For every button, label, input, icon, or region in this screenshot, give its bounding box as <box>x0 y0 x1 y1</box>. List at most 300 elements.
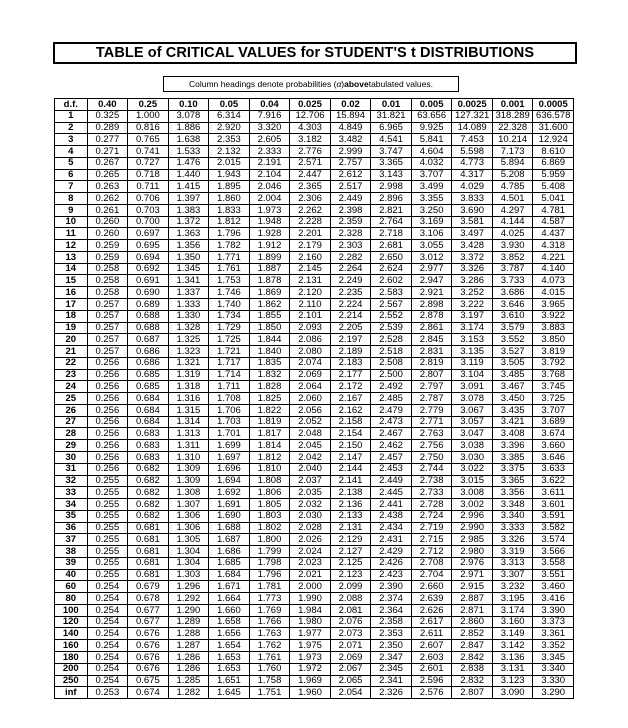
critical-value-cell: 2.144 <box>330 463 371 475</box>
table-row <box>55 499 574 511</box>
critical-value-cell: 3.396 <box>492 440 533 452</box>
critical-value-cell: 2.125 <box>330 557 371 569</box>
critical-value-cell: 1.973 <box>249 204 290 216</box>
critical-value-cell: 1.356 <box>168 240 209 252</box>
critical-value-cell: 1.817 <box>249 428 290 440</box>
critical-value-cell: 3.450 <box>492 393 533 405</box>
critical-value-cell: 2.990 <box>452 522 493 534</box>
critical-value-cell: 2.133 <box>330 510 371 522</box>
critical-value-cell: 4.303 <box>290 122 331 134</box>
critical-value-cell: 3.356 <box>492 487 533 499</box>
critical-value-cell: 2.431 <box>371 534 412 546</box>
df-cell: 36 <box>55 522 88 534</box>
critical-value-cell: 0.683 <box>128 440 169 452</box>
critical-value-cell: 2.132 <box>209 146 250 158</box>
critical-value-cell: 0.255 <box>87 487 128 499</box>
critical-value-cell: 3.850 <box>533 334 574 346</box>
table-row <box>55 487 574 499</box>
critical-value-cell: 1.660 <box>209 604 250 616</box>
critical-value-cell: 2.518 <box>371 346 412 358</box>
table-row <box>55 604 574 616</box>
critical-value-cell: 2.861 <box>411 322 452 334</box>
critical-value-cell: 3.883 <box>533 322 574 334</box>
critical-value-cell: 0.688 <box>128 322 169 334</box>
critical-value-cell: 0.687 <box>128 334 169 346</box>
critical-value-cell: 3.030 <box>452 451 493 463</box>
critical-value-cell: 1.977 <box>290 628 331 640</box>
critical-value-cell: 0.678 <box>128 593 169 605</box>
critical-value-cell: 1.972 <box>290 663 331 675</box>
critical-value-cell: 4.437 <box>533 228 574 240</box>
critical-value-cell: 2.728 <box>411 499 452 511</box>
critical-value-cell: 1.761 <box>209 263 250 275</box>
critical-value-cell: 2.517 <box>330 181 371 193</box>
critical-value-cell: 3.091 <box>452 381 493 393</box>
critical-value-cell: 2.462 <box>371 440 412 452</box>
critical-value-cell: 2.131 <box>330 522 371 534</box>
critical-value-cell: 2.076 <box>330 616 371 628</box>
critical-value-cell: 2.015 <box>209 157 250 169</box>
critical-value-cell: 1.806 <box>249 487 290 499</box>
critical-value-cell: 2.086 <box>290 334 331 346</box>
critical-value-cell: 3.690 <box>452 204 493 216</box>
critical-value-cell: 2.235 <box>330 287 371 299</box>
critical-value-cell: 2.660 <box>411 581 452 593</box>
critical-value-cell: 1.773 <box>249 593 290 605</box>
critical-value-cell: 63.656 <box>411 110 452 122</box>
critical-value-cell: 3.485 <box>492 369 533 381</box>
critical-value-cell: 1.638 <box>168 134 209 146</box>
critical-value-cell: 1.912 <box>249 240 290 252</box>
critical-value-cell: 5.894 <box>492 157 533 169</box>
critical-value-cell: 2.878 <box>411 310 452 322</box>
critical-value-cell: 3.340 <box>492 510 533 522</box>
critical-value-cell: 1.844 <box>249 334 290 346</box>
critical-value-cell: 2.552 <box>371 310 412 322</box>
critical-value-cell: 3.174 <box>452 322 493 334</box>
critical-value-cell: 2.353 <box>209 134 250 146</box>
critical-value-cell: 1.706 <box>209 404 250 416</box>
critical-value-cell: 0.277 <box>87 134 128 146</box>
critical-value-cell: 2.081 <box>330 604 371 616</box>
critical-value-cell: 1.337 <box>168 287 209 299</box>
critical-value-cell: 9.925 <box>411 122 452 134</box>
critical-value-cell: 2.088 <box>330 593 371 605</box>
critical-value-cell: 2.860 <box>452 616 493 628</box>
critical-value-cell: 2.479 <box>371 404 412 416</box>
critical-value-cell: 0.253 <box>87 687 128 699</box>
critical-value-cell: 0.681 <box>128 534 169 546</box>
critical-value-cell: 4.541 <box>371 134 412 146</box>
critical-value-cell: 1.372 <box>168 216 209 228</box>
critical-value-cell: 2.104 <box>249 169 290 181</box>
critical-value-cell: 2.434 <box>371 522 412 534</box>
table-row <box>55 393 574 405</box>
critical-value-cell: 0.261 <box>87 204 128 216</box>
critical-value-cell: 1.319 <box>168 369 209 381</box>
critical-value-cell: 2.365 <box>290 181 331 193</box>
critical-value-cell: 0.256 <box>87 381 128 393</box>
critical-value-cell: 3.123 <box>492 675 533 687</box>
df-cell: 9 <box>55 204 88 216</box>
df-cell: 4 <box>55 146 88 158</box>
critical-value-cell: 1.321 <box>168 357 209 369</box>
df-cell: 22 <box>55 357 88 369</box>
critical-value-cell: 3.792 <box>533 357 574 369</box>
critical-value-cell: 1.751 <box>249 687 290 699</box>
critical-value-cell: 3.930 <box>492 240 533 252</box>
critical-value-cell: 3.601 <box>533 499 574 511</box>
critical-value-cell: 1.943 <box>209 169 250 181</box>
critical-value-cell: 2.341 <box>371 675 412 687</box>
critical-value-cell: 2.807 <box>452 687 493 699</box>
table-row <box>55 146 574 158</box>
df-cell: 23 <box>55 369 88 381</box>
critical-value-cell: 1.000 <box>128 110 169 122</box>
critical-value-cell: 3.581 <box>452 216 493 228</box>
critical-value-cell: 3.558 <box>533 557 574 569</box>
critical-value-cell: 4.317 <box>452 169 493 181</box>
critical-value-cell: 2.129 <box>330 534 371 546</box>
critical-value-cell: 0.257 <box>87 299 128 311</box>
critical-value-cell: 2.080 <box>290 346 331 358</box>
critical-value-cell: 2.999 <box>330 146 371 158</box>
critical-value-cell: 2.191 <box>249 157 290 169</box>
critical-value-cell: 2.060 <box>290 393 331 405</box>
table-row <box>55 593 574 605</box>
critical-value-cell: 2.971 <box>452 569 493 581</box>
critical-value-cell: 1.309 <box>168 463 209 475</box>
critical-value-cell: 0.676 <box>128 663 169 675</box>
critical-value-cell: 0.697 <box>128 228 169 240</box>
critical-value-cell: 1.960 <box>290 687 331 699</box>
critical-value-cell: 3.660 <box>533 440 574 452</box>
critical-value-cell: 3.497 <box>452 228 493 240</box>
critical-value-cell: 3.408 <box>492 428 533 440</box>
critical-value-cell: 2.898 <box>411 299 452 311</box>
critical-value-cell: 2.776 <box>290 146 331 158</box>
critical-value-cell: 2.110 <box>290 299 331 311</box>
critical-value-cell: 3.038 <box>452 440 493 452</box>
critical-value-cell: 1.753 <box>209 275 250 287</box>
table-title-text: TABLE of CRITICAL VALUES for STUDENT'S t DISTRIBUTIONS <box>95 45 535 61</box>
table-row <box>55 640 574 652</box>
critical-value-cell: 3.319 <box>492 546 533 558</box>
critical-value-cell: 2.138 <box>330 487 371 499</box>
critical-value-cell: 1.308 <box>168 487 209 499</box>
critical-value-cell: 2.838 <box>452 663 493 675</box>
critical-value-cell: 1.781 <box>249 581 290 593</box>
critical-value-cell: 3.965 <box>533 299 574 311</box>
critical-value-cell: 2.819 <box>411 357 452 369</box>
critical-value-cell: 6.869 <box>533 157 574 169</box>
critical-value-cell: 2.099 <box>330 581 371 593</box>
critical-value-cell: 2.500 <box>371 369 412 381</box>
critical-value-cell: 0.681 <box>128 546 169 558</box>
critical-value-cell: 3.787 <box>492 263 533 275</box>
critical-value-cell: 1.651 <box>209 675 250 687</box>
critical-value-cell: 1.802 <box>249 522 290 534</box>
critical-value-cell: 2.074 <box>290 357 331 369</box>
critical-value-cell: 2.172 <box>330 381 371 393</box>
critical-value-cell: 3.104 <box>452 369 493 381</box>
critical-value-cell: 2.704 <box>411 569 452 581</box>
critical-value-cell: 3.250 <box>411 204 452 216</box>
df-cell: 5 <box>55 157 88 169</box>
critical-value-cell: 1.805 <box>249 499 290 511</box>
critical-value-cell: 3.195 <box>492 593 533 605</box>
note-text-paren: ) <box>341 79 345 89</box>
probability-header: 0.05 <box>209 99 250 111</box>
critical-value-cell: 2.985 <box>452 534 493 546</box>
table-row <box>55 240 574 252</box>
df-cell: 8 <box>55 193 88 205</box>
critical-value-cell: 2.374 <box>371 593 412 605</box>
critical-value-cell: 2.145 <box>290 263 331 275</box>
critical-value-cell: 2.757 <box>330 157 371 169</box>
critical-value-cell: 3.326 <box>492 534 533 546</box>
critical-value-cell: 3.142 <box>492 640 533 652</box>
critical-value-cell: 2.947 <box>411 275 452 287</box>
critical-value-cell: 3.313 <box>492 557 533 569</box>
critical-value-cell: 2.160 <box>290 251 331 263</box>
critical-value-cell: 3.611 <box>533 487 574 499</box>
table-row <box>55 310 574 322</box>
critical-value-cell: 1.309 <box>168 475 209 487</box>
critical-value-cell: 4.501 <box>492 193 533 205</box>
critical-value-cell: 2.624 <box>371 263 412 275</box>
critical-value-cell: 2.426 <box>371 557 412 569</box>
critical-value-cell: 1.653 <box>209 651 250 663</box>
df-cell: 11 <box>55 228 88 240</box>
critical-value-cell: 1.363 <box>168 228 209 240</box>
critical-value-cell: 1.333 <box>168 299 209 311</box>
critical-value-cell: 2.763 <box>411 428 452 440</box>
critical-value-cell: 0.765 <box>128 134 169 146</box>
critical-value-cell: 3.421 <box>492 416 533 428</box>
df-cell: 6 <box>55 169 88 181</box>
critical-values-table <box>54 98 574 699</box>
critical-value-cell: 1.696 <box>209 463 250 475</box>
critical-value-cell: 1.860 <box>209 193 250 205</box>
critical-value-cell: 0.255 <box>87 569 128 581</box>
critical-value-cell: 2.024 <box>290 546 331 558</box>
critical-value-cell: 3.482 <box>330 134 371 146</box>
df-cell: 25 <box>55 393 88 405</box>
critical-value-cell: 1.862 <box>249 299 290 311</box>
critical-value-cell: 1.330 <box>168 310 209 322</box>
critical-value-cell: 127.321 <box>452 110 493 122</box>
critical-value-cell: 3.136 <box>492 651 533 663</box>
df-cell: 34 <box>55 499 88 511</box>
table-row <box>55 322 574 334</box>
critical-value-cell: 3.160 <box>492 616 533 628</box>
critical-value-cell: 2.045 <box>290 440 331 452</box>
critical-value-cell: 2.183 <box>330 357 371 369</box>
df-cell: 80 <box>55 593 88 605</box>
critical-value-cell: 0.256 <box>87 404 128 416</box>
critical-value-cell: 0.684 <box>128 404 169 416</box>
df-cell: 14 <box>55 263 88 275</box>
table-row <box>55 299 574 311</box>
critical-value-cell: 12.924 <box>533 134 574 146</box>
critical-value-cell: 3.047 <box>452 428 493 440</box>
critical-value-cell: 2.303 <box>330 240 371 252</box>
critical-value-cell: 1.688 <box>209 522 250 534</box>
critical-value-cell: 2.120 <box>290 287 331 299</box>
table-row <box>55 110 574 122</box>
critical-value-cell: 3.361 <box>533 628 574 640</box>
critical-value-cell: 0.258 <box>87 263 128 275</box>
critical-value-cell: 1.984 <box>290 604 331 616</box>
critical-value-cell: 0.271 <box>87 146 128 158</box>
critical-value-cell: 3.460 <box>533 581 574 593</box>
table-row <box>55 134 574 146</box>
critical-value-cell: 3.252 <box>452 287 493 299</box>
critical-value-cell: 2.249 <box>330 275 371 287</box>
critical-value-cell: 3.345 <box>533 651 574 663</box>
critical-value-cell: 1.701 <box>209 428 250 440</box>
critical-value-cell: 2.030 <box>290 510 331 522</box>
critical-value-cell: 1.313 <box>168 428 209 440</box>
critical-value-cell: 10.214 <box>492 134 533 146</box>
critical-value-cell: 1.763 <box>249 628 290 640</box>
critical-value-cell: 1.687 <box>209 534 250 546</box>
critical-value-cell: 1.796 <box>249 569 290 581</box>
critical-value-cell: 3.416 <box>533 593 574 605</box>
critical-value-cell: 1.304 <box>168 546 209 558</box>
critical-value-cell: 2.262 <box>290 204 331 216</box>
critical-value-cell: 4.297 <box>492 204 533 216</box>
table-row <box>55 357 574 369</box>
critical-value-cell: 1.350 <box>168 251 209 263</box>
critical-value-cell: 2.189 <box>330 346 371 358</box>
probability-header: 0.001 <box>492 99 533 111</box>
critical-value-cell: 3.622 <box>533 475 574 487</box>
critical-value-cell: 4.773 <box>452 157 493 169</box>
critical-value-cell: 3.153 <box>452 334 493 346</box>
critical-value-cell: 6.314 <box>209 110 250 122</box>
critical-value-cell: 2.492 <box>371 381 412 393</box>
critical-value-cell: 2.141 <box>330 475 371 487</box>
table-row <box>55 346 574 358</box>
critical-value-cell: 2.605 <box>249 134 290 146</box>
critical-value-cell: 1.684 <box>209 569 250 581</box>
critical-value-cell: 2.040 <box>290 463 331 475</box>
critical-value-cell: 0.689 <box>128 299 169 311</box>
critical-value-cell: 0.690 <box>128 287 169 299</box>
critical-value-cell: 2.282 <box>330 251 371 263</box>
critical-value-cell: 0.256 <box>87 369 128 381</box>
critical-value-cell: 2.733 <box>411 487 452 499</box>
critical-value-cell: 3.067 <box>452 404 493 416</box>
table-row <box>55 663 574 675</box>
critical-value-cell: 2.423 <box>371 569 412 581</box>
critical-value-cell: 3.467 <box>492 381 533 393</box>
table-row <box>55 534 574 546</box>
critical-value-cell: 3.646 <box>533 451 574 463</box>
critical-value-cell: 2.756 <box>411 440 452 452</box>
critical-value-cell: 1.287 <box>168 640 209 652</box>
critical-value-cell: 5.208 <box>492 169 533 181</box>
critical-value-cell: 3.375 <box>492 463 533 475</box>
critical-value-cell: 2.708 <box>411 557 452 569</box>
critical-value-cell: 3.340 <box>533 663 574 675</box>
critical-value-cell: 0.685 <box>128 369 169 381</box>
table-row <box>55 263 574 275</box>
critical-value-cell: 0.676 <box>128 640 169 652</box>
table-row <box>55 275 574 287</box>
critical-value-cell: 2.101 <box>290 310 331 322</box>
critical-value-cell: 3.922 <box>533 310 574 322</box>
df-cell: 2 <box>55 122 88 134</box>
critical-value-cell: 3.290 <box>533 687 574 699</box>
critical-value-cell: 2.214 <box>330 310 371 322</box>
critical-value-cell: 3.725 <box>533 393 574 405</box>
df-cell: 60 <box>55 581 88 593</box>
critical-value-cell: 3.852 <box>492 251 533 263</box>
critical-value-cell: 2.457 <box>371 451 412 463</box>
critical-value-cell: 1.729 <box>209 322 250 334</box>
df-cell: 30 <box>55 451 88 463</box>
note-text-bold: above <box>344 79 369 89</box>
critical-value-cell: 1.975 <box>290 640 331 652</box>
critical-value-cell: 4.785 <box>492 181 533 193</box>
table-row <box>55 687 574 699</box>
probability-header: 0.0005 <box>533 99 574 111</box>
critical-value-cell: 1.288 <box>168 628 209 640</box>
critical-value-cell: 2.738 <box>411 475 452 487</box>
critical-value-cell: 2.333 <box>249 146 290 158</box>
critical-value-cell: 3.707 <box>533 404 574 416</box>
table-row <box>55 557 574 569</box>
critical-value-cell: 4.587 <box>533 216 574 228</box>
table-row <box>55 522 574 534</box>
critical-value-cell: 3.057 <box>452 416 493 428</box>
critical-value-cell: 3.579 <box>492 322 533 334</box>
critical-value-cell: 0.254 <box>87 593 128 605</box>
critical-value-cell: 0.256 <box>87 428 128 440</box>
table-row <box>55 193 574 205</box>
critical-value-cell: 2.896 <box>371 193 412 205</box>
critical-value-cell: 0.703 <box>128 204 169 216</box>
critical-value-cell: 3.182 <box>290 134 331 146</box>
critical-value-cell: 4.029 <box>452 181 493 193</box>
table-row <box>55 122 574 134</box>
critical-value-cell: 1.645 <box>209 687 250 699</box>
critical-value-cell: 5.959 <box>533 169 574 181</box>
df-cell: 10 <box>55 216 88 228</box>
critical-value-cell: 2.650 <box>371 251 412 263</box>
critical-value-cell: 2.603 <box>411 651 452 663</box>
critical-value-cell: 0.682 <box>128 487 169 499</box>
critical-value-cell: 1.328 <box>168 322 209 334</box>
critical-value-cell: 1.828 <box>249 381 290 393</box>
critical-value-cell: 0.257 <box>87 322 128 334</box>
critical-value-cell: 3.286 <box>452 275 493 287</box>
critical-value-cell: 1.476 <box>168 157 209 169</box>
critical-value-cell: 4.318 <box>533 240 574 252</box>
critical-value-cell: 0.692 <box>128 263 169 275</box>
critical-value-cell: 0.711 <box>128 181 169 193</box>
critical-value-cell: 3.633 <box>533 463 574 475</box>
critical-value-cell: 3.326 <box>452 263 493 275</box>
critical-value-cell: 0.684 <box>128 416 169 428</box>
table-row <box>55 463 574 475</box>
critical-value-cell: 0.255 <box>87 510 128 522</box>
critical-value-cell: 1.799 <box>249 546 290 558</box>
critical-value-cell: 2.042 <box>290 451 331 463</box>
